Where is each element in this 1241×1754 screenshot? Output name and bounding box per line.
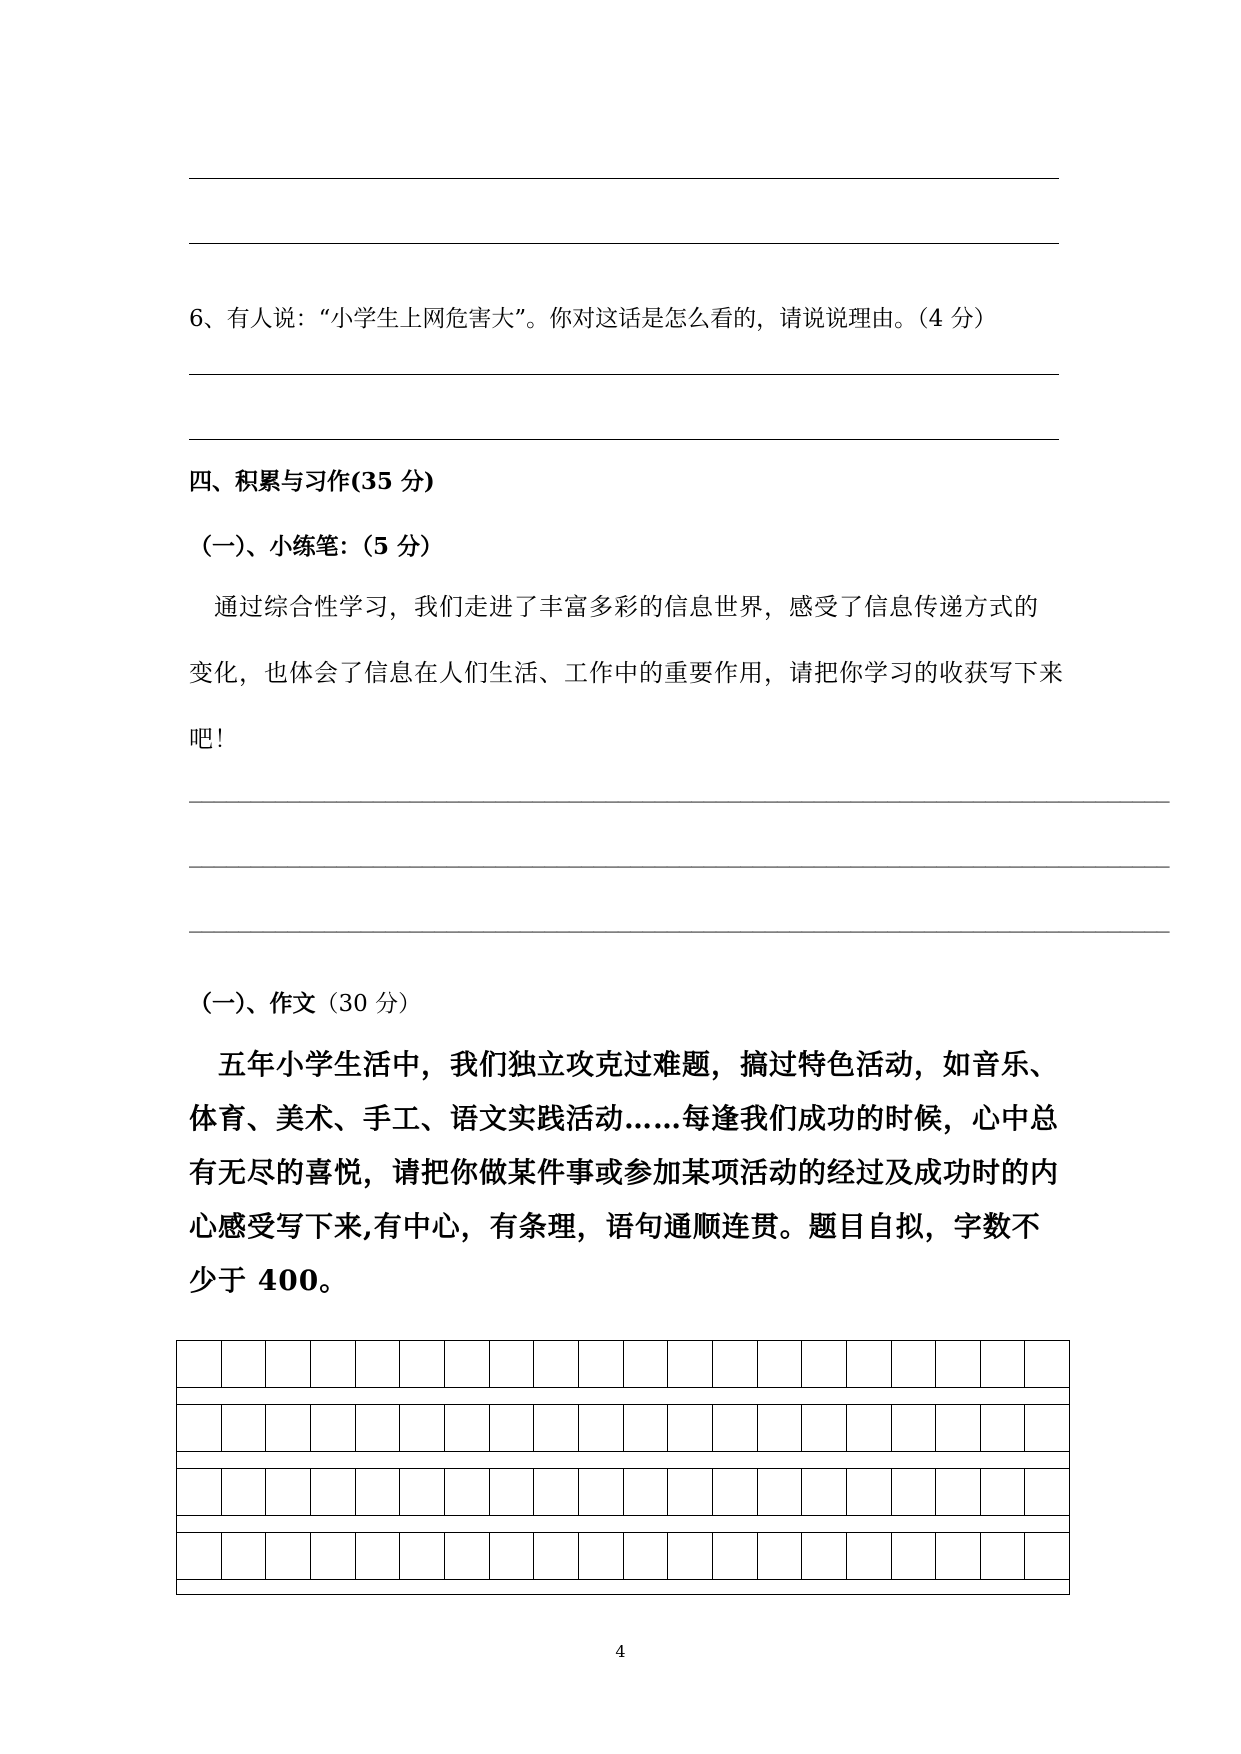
grid-cell[interactable] [758, 1533, 803, 1579]
grid-cell[interactable] [534, 1533, 579, 1579]
grid-cell[interactable] [981, 1469, 1026, 1515]
composition-line: 体育、美术、手工、语文实践活动……每逢我们成功的时候，心中总 [189, 1102, 1060, 1135]
grid-cell[interactable] [534, 1469, 579, 1515]
grid-cell[interactable] [311, 1405, 356, 1451]
grid-cell[interactable] [758, 1469, 803, 1515]
grid-cell[interactable] [1025, 1469, 1069, 1515]
grid-cell[interactable] [445, 1341, 490, 1387]
practice-line: 通过综合性学习，我们走进了丰富多彩的信息世界，感受了信息传递方式的 [189, 593, 1039, 621]
grid-cell[interactable] [400, 1469, 445, 1515]
grid-cell[interactable] [892, 1405, 937, 1451]
grid-cell[interactable] [490, 1341, 535, 1387]
grid-cell[interactable] [936, 1469, 981, 1515]
grid-cell[interactable] [311, 1469, 356, 1515]
composition-line: 心感受写下来,有中心，有条理，语句通顺连贯。题目自拟，字数不 [189, 1210, 1041, 1243]
composition-line: 有无尽的喜悦，请把你做某件事或参加某项活动的经过及成功时的内 [189, 1156, 1060, 1189]
grid-cell[interactable] [668, 1341, 713, 1387]
practice-prompt [189, 574, 1064, 772]
grid-cell[interactable] [936, 1405, 981, 1451]
composition-title [189, 985, 421, 1018]
grid-spacer [177, 1580, 1069, 1594]
grid-cell[interactable] [534, 1341, 579, 1387]
grid-cell[interactable] [981, 1533, 1026, 1579]
grid-cell[interactable] [177, 1533, 222, 1579]
grid-cell[interactable] [579, 1405, 624, 1451]
grid-spacer [177, 1452, 1069, 1469]
grid-cell[interactable] [981, 1405, 1026, 1451]
grid-cell[interactable] [624, 1341, 669, 1387]
grid-cell[interactable] [668, 1469, 713, 1515]
grid-cell[interactable] [222, 1469, 267, 1515]
grid-cell[interactable] [802, 1469, 847, 1515]
grid-cell[interactable] [266, 1405, 311, 1451]
page-number: 4 [615, 1642, 626, 1661]
grid-cell[interactable] [981, 1341, 1026, 1387]
grid-row [177, 1533, 1069, 1580]
answer-line [189, 374, 1059, 375]
grid-cell[interactable] [936, 1533, 981, 1579]
grid-cell[interactable] [356, 1405, 401, 1451]
grid-cell[interactable] [356, 1341, 401, 1387]
grid-cell[interactable] [847, 1405, 892, 1451]
practice-title: （一）、小练笔：（5 分） [189, 533, 444, 560]
grid-cell[interactable] [400, 1533, 445, 1579]
grid-cell[interactable] [579, 1533, 624, 1579]
grid-cell[interactable] [177, 1469, 222, 1515]
grid-cell[interactable] [579, 1341, 624, 1387]
grid-cell[interactable] [892, 1469, 937, 1515]
grid-cell[interactable] [713, 1405, 758, 1451]
grid-cell[interactable] [892, 1533, 937, 1579]
grid-cell[interactable] [713, 1469, 758, 1515]
grid-cell[interactable] [847, 1341, 892, 1387]
composition-line: 少于 400。 [189, 1264, 349, 1297]
grid-cell[interactable] [579, 1469, 624, 1515]
practice-line: 吧！ [189, 725, 239, 753]
practice-line: 变化，也体会了信息在人们生活、工作中的重要作用，请把你学习的收获写下来 [189, 659, 1064, 687]
grid-row [177, 1405, 1069, 1452]
writing-blank-line[interactable]: ________________________________________________________________________________ [189, 908, 1169, 933]
grid-cell[interactable] [445, 1469, 490, 1515]
section-4-title: 四、积累与习作(35 分) [189, 468, 435, 495]
grid-cell[interactable] [936, 1341, 981, 1387]
grid-cell[interactable] [802, 1341, 847, 1387]
grid-cell[interactable] [445, 1533, 490, 1579]
grid-cell[interactable] [177, 1341, 222, 1387]
grid-cell[interactable] [356, 1533, 401, 1579]
writing-blank-line[interactable]: ________________________________________________________________________________ [189, 843, 1169, 868]
grid-cell[interactable] [713, 1533, 758, 1579]
grid-cell[interactable] [847, 1469, 892, 1515]
grid-cell[interactable] [222, 1341, 267, 1387]
grid-cell[interactable] [311, 1341, 356, 1387]
grid-cell[interactable] [534, 1405, 579, 1451]
grid-cell[interactable] [400, 1341, 445, 1387]
grid-cell[interactable] [713, 1341, 758, 1387]
grid-row [177, 1469, 1069, 1516]
grid-cell[interactable] [490, 1469, 535, 1515]
grid-cell[interactable] [802, 1405, 847, 1451]
grid-cell[interactable] [892, 1341, 937, 1387]
grid-cell[interactable] [1025, 1405, 1069, 1451]
grid-cell[interactable] [847, 1533, 892, 1579]
grid-cell[interactable] [624, 1469, 669, 1515]
composition-prompt [189, 1038, 1064, 1308]
grid-row [177, 1341, 1069, 1388]
grid-cell[interactable] [758, 1405, 803, 1451]
grid-cell[interactable] [266, 1469, 311, 1515]
grid-cell[interactable] [400, 1405, 445, 1451]
answer-line [189, 439, 1059, 440]
composition-line: 五年小学生活中，我们独立攻克过难题，搞过特色活动，如音乐、 [189, 1048, 1060, 1081]
grid-cell[interactable] [758, 1341, 803, 1387]
grid-cell[interactable] [490, 1405, 535, 1451]
grid-cell[interactable] [668, 1405, 713, 1451]
grid-cell[interactable] [802, 1533, 847, 1579]
grid-spacer [177, 1388, 1069, 1405]
grid-cell[interactable] [266, 1533, 311, 1579]
grid-cell[interactable] [624, 1533, 669, 1579]
composition-grid[interactable] [176, 1340, 1070, 1595]
answer-line [189, 243, 1059, 244]
grid-cell[interactable] [445, 1405, 490, 1451]
grid-cell[interactable] [311, 1533, 356, 1579]
composition-score: （30 分） [315, 991, 422, 1017]
grid-cell[interactable] [1025, 1341, 1069, 1387]
question-6: 6、有人说：“小学生上网危害大”。你对这话是怎么看的，请说说理由。（4 分） [189, 306, 997, 332]
composition-title-label: （一）、作文 [189, 990, 316, 1017]
answer-line [189, 178, 1059, 179]
grid-cell[interactable] [356, 1469, 401, 1515]
grid-cell[interactable] [490, 1533, 535, 1579]
writing-blank-line[interactable]: ________________________________________________________________________________ [189, 778, 1169, 803]
grid-cell[interactable] [668, 1533, 713, 1579]
grid-cell[interactable] [222, 1405, 267, 1451]
grid-cell[interactable] [1025, 1533, 1069, 1579]
grid-cell[interactable] [624, 1405, 669, 1451]
grid-cell[interactable] [266, 1341, 311, 1387]
grid-cell[interactable] [222, 1533, 267, 1579]
grid-spacer [177, 1516, 1069, 1533]
grid-cell[interactable] [177, 1405, 222, 1451]
